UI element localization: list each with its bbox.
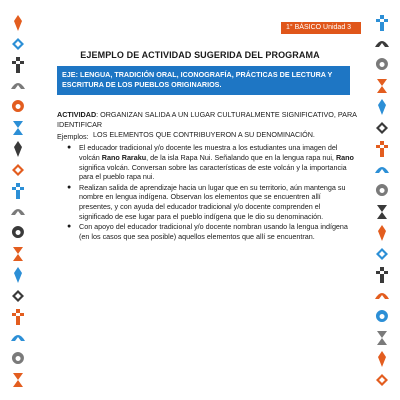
motif-icon (9, 287, 27, 305)
examples-label: Ejemplos: (57, 132, 89, 141)
motif-icon (373, 287, 391, 305)
motif-icon (9, 14, 27, 32)
activity-statement (57, 110, 357, 140)
motif-icon (9, 182, 27, 200)
bullet-icon: ● (67, 144, 72, 151)
motif-icon (9, 329, 27, 347)
motif-icon (9, 77, 27, 95)
bullet-icon: ● (67, 223, 72, 231)
left-decorative-border (9, 14, 27, 394)
motif-icon (373, 371, 391, 389)
motif-icon (373, 245, 391, 263)
motif-icon (373, 98, 391, 116)
motif-icon (373, 308, 391, 326)
motif-icon (373, 140, 391, 158)
axis-text: EJE: LENGUA, TRADICIÓN ORAL, ICONOGRAFÍA, PRÁCTICAS DE LECTURA Y ESCRITURA DE LOS PUEBLOS ORIGINARIOS. (62, 70, 333, 89)
motif-icon (9, 350, 27, 368)
right-decorative-border (373, 14, 391, 394)
examples-list (65, 143, 355, 242)
activity-text-1: : ORGANIZAN SALIDA A UN LUGAR CULTURALMENTE SIGNIFICATIVO, PARA IDENTIFICAR (57, 110, 357, 129)
motif-icon (373, 77, 391, 95)
motif-icon (9, 161, 27, 179)
motif-icon (373, 14, 391, 32)
motif-icon (9, 266, 27, 284)
list-item: ● El educador tradicional y/o docente les muestra a los estudiantes una imagen del volcán Rano Raraku, de la isla Rapa Nui. Señalando que en la lengua rapa nui, Rano significa volcán. Conversan sobre las características de este volcán y la importancia para el pueblo rapa nui. (67, 143, 354, 182)
list-item: ● Con apoyo del educador tradicional y/o docente nombran usando la lengua indígena (en los casos que sea posible) aquellos elementos que allí se encuentran. (67, 222, 348, 242)
motif-icon (9, 308, 27, 326)
motif-icon (373, 182, 391, 200)
motif-icon (9, 371, 27, 389)
motif-icon (373, 224, 391, 242)
bullet-icon: ● (67, 183, 72, 191)
motif-icon (9, 98, 27, 116)
motif-icon (373, 329, 391, 347)
motif-icon (373, 161, 391, 179)
motif-icon (373, 266, 391, 284)
motif-icon (9, 203, 27, 221)
motif-icon (9, 119, 27, 137)
axis-banner (57, 66, 350, 95)
motif-icon (373, 119, 391, 137)
grade-unit-badge: 1° BÁSICO Unidad 3 (281, 22, 361, 34)
page-title: EJEMPLO DE ACTIVIDAD SUGERIDA DEL PROGRAMA (80, 50, 320, 60)
motif-icon (9, 140, 27, 158)
list-item: ● Realizan salida de aprendizaje hacia un lugar que en su territorio, aún mantenga su nombre en lengua indígena. Observan los elementos que se encuentren allí presentes, y con ayuda del educador tradicional y/o docente comprenden el significado de ese lugar para el pueblo indígena que le dio su denominación. (67, 182, 346, 222)
activity-label: ACTIVIDAD (57, 110, 97, 119)
activity-line-2: LOS ELEMENTOS QUE CONTRIBUYERON A SU DENOMINACIÓN. (93, 130, 315, 139)
motif-icon (373, 203, 391, 221)
activity-line-1 (57, 110, 357, 130)
motif-icon (373, 350, 391, 368)
motif-icon (9, 245, 27, 263)
motif-icon (9, 224, 27, 242)
